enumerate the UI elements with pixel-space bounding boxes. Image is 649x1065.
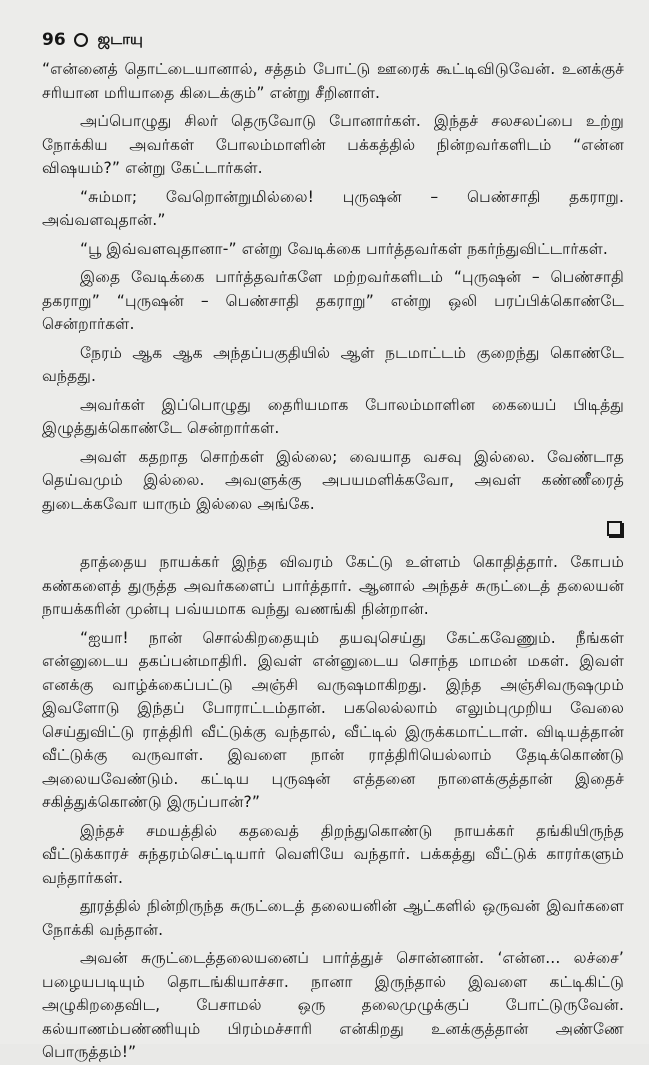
book-title: ஜடாயு: [97, 30, 143, 48]
paragraph: அவர்கள் இப்பொழுது தைரியமாக போலம்மாளின கையைப் பிடித்து இழுத்துக்கொண்டே சென்றார்கள்.: [42, 395, 624, 437]
section-end-marker: [42, 521, 624, 543]
ring-icon: [74, 33, 88, 47]
paragraph: இதை வேடிக்கை பார்த்தவர்களே மற்றவர்களிடம் “புருஷன் – பெண்சாதி தகராறு” “புருஷன் – பெண்சாதி தகராறு” என்று ஒலி பரப்பிக்கொண்டே சென்றார்கள்.: [42, 268, 624, 333]
paragraph: “என்னைத் தொட்டையானால், சத்தம் போட்டு ஊரைக் கூட்டிவிடுவேன். உனக்குச் சரியான மரியாதை கிடைக்கும்” என்று சீறினாள்.: [42, 60, 624, 102]
paragraph: தாத்தைய நாயக்கர் இந்த விவரம் கேட்டு உள்ளம் கொதித்தார். கோபம் கண்களைத் துருத்த அவர்களைப் பார்த்தார். ஆனால் அந்தச் சுருட்டைத் தலையன் நாயக்கரின் முன்பு பவ்யமாக வந்து வணங்கி நின்றான்.: [42, 553, 624, 618]
paragraph: தூரத்தில் நின்றிருந்த சுருட்டைத் தலையனின் ஆட்களில் ஒருவன் இவர்களை நோக்கி வந்தான்.: [42, 897, 624, 939]
paragraph: அவள் கதறாத சொற்கள் இல்லை; வையாத வசவு இல்லை. வேண்டாத தெய்வமும் இல்லை. அவளுக்கு அபயமளிக்கவோ, அவள் கண்ணீரைத் துடைக்கவோ யாரும் இல்லை அங்கே.: [42, 447, 624, 513]
paragraph: அப்பொழுது சிலர் தெருவோடு போனார்கள். இந்தச் சலசலப்பை உற்று நோக்கிய அவர்கள் போலம்மாளின் பக்கத்தில் நின்றவர்களிடம் “என்ன விஷயம்?” என்று கேட்டார்கள்.: [42, 112, 624, 177]
paragraph: இந்தச் சமயத்தில் கதவைத் திறந்துகொண்டு நாயக்கர் தங்கியிருந்த வீட்டுக்காரச் சுந்தரம்செட்டியார் வெளியே வந்தார். பக்கத்து வீட்டுக் காரர்களும் வந்தார்கள்.: [42, 821, 624, 887]
paragraph: “சும்மா; வேறொன்றுமில்லை! புருஷன் – பெண்சாதி தகராறு. அவ்வளவுதான்.”: [42, 187, 624, 229]
square-icon: [607, 521, 622, 536]
paragraph: அவன் சுருட்டைத்தலையனைப் பார்த்துச் சொன்னான். ‘என்ன... லச்சை’ பழையபடியும் தொடங்கியாச்சா. நானா இருந்தால் இவளை கட்டிகிட்டு அழுகிறதைவிட, பேசாமல் ஒரு தலைமுழுக்குப் போட்டுருவேன். கல்யாணம்பண்ணியும் பிரம்மச்சாரி என்கிறது உனக்குத்தான் அண்ணே பொருத்தம்!”: [42, 949, 624, 1061]
page-header: [42, 28, 633, 52]
body-text: [42, 58, 624, 1065]
paragraph: “பூ இவ்வளவுதானா-” என்று வேடிக்கை பார்த்தவர்கள் நகர்ந்துவிட்டார்கள்.: [80, 239, 608, 258]
paragraph: “ஐயா! நான் சொல்கிறதையும் தயவுசெய்து கேட்கவேணும். நீங்கள் என்னுடைய தகப்பன்மாதிரி. இவள் என்னுடைய சொந்த மாமன் மகள். இவள் எனக்கு வாழ்க்கைப்பட்டு அஞ்சி வருஷமாகிறது. இந்த அஞ்சிவருஷமும் இவளோடு இந்தப் போராட்டம்தான். பகலெல்லாம் எலும்புமுறிய வேலை செய்துவிட்டு ராத்திரி வீட்டுக்கு வந்தால், வீட்டில் இருக்கமாட்டாள். விடியத்தான் வீட்டுக்கு வருவாள். இவளை நான் ராத்திரியெல்லாம் தேடிக்கொண்டு அலையவேண்டும். கட்டிய புருஷன் எத்தனை நாளைக்குத்தான் இதைச் சகித்துக்கொண்டு இருப்பான்?”: [42, 628, 624, 811]
page-number: 96: [42, 30, 66, 50]
paragraph: நேரம் ஆக ஆக அந்தப்பகுதியில் ஆள் நடமாட்டம் குறைந்து கொண்டே வந்தது.: [42, 343, 624, 385]
